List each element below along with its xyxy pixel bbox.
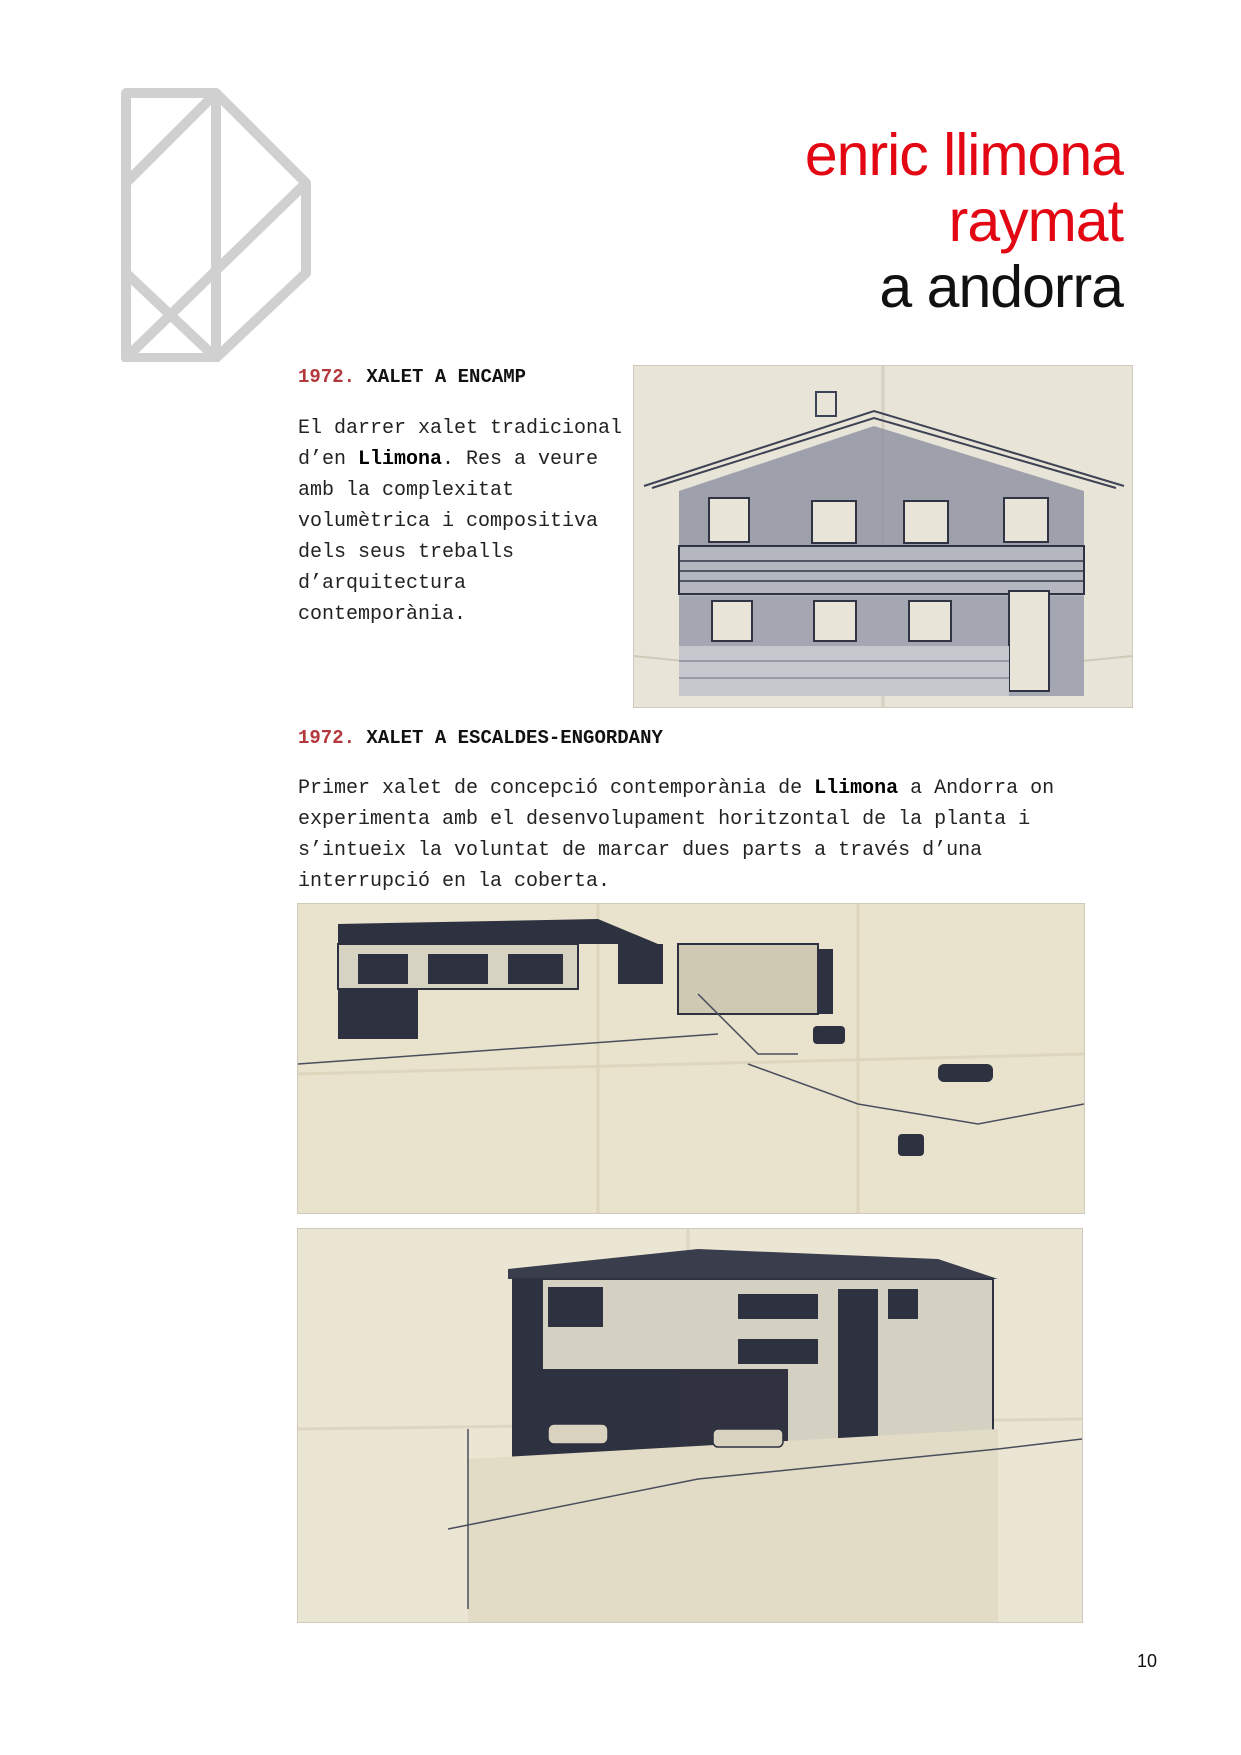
chalet-escaldes-facade-photo — [297, 1228, 1083, 1623]
section2-title: XALET A ESCALDES-ENGORDANY — [366, 727, 663, 749]
section2-body-name: Llimona — [814, 777, 899, 800]
section1-body-name: Llimona — [358, 448, 443, 471]
section2-body — [298, 773, 1082, 897]
chalet-encamp-photo — [633, 365, 1133, 708]
section1-body-text: El darrer xalet tradicional d’en — [298, 417, 623, 471]
title-line-1: enric llimona — [804, 122, 1123, 188]
section1-heading — [298, 366, 526, 388]
section1-title: XALET A ENCAMP — [366, 366, 527, 388]
section2-year: 1972. — [298, 727, 356, 749]
page-number: 10 — [1136, 1651, 1157, 1671]
chalet-escaldes-elevation-photo — [297, 903, 1085, 1214]
logo — [121, 88, 311, 362]
title-line-2: raymat — [948, 188, 1123, 254]
section1-body — [298, 413, 624, 630]
section1-year: 1972. — [298, 366, 356, 388]
page-title — [805, 122, 1123, 320]
section2-body-text-end: a Andorra on experimenta amb el desenvolupament horitzontal de la planta i s’intueix la voluntat de marcar dues parts a través d’una interrupció en la coberta. — [298, 777, 1055, 893]
section1-body-text-end: . Res a veure amb la complexitat volumètrica i compositiva dels seus treballs d’arquitectura contemporània. — [298, 448, 599, 626]
section2-heading — [298, 727, 663, 749]
title-line-3: a andorra — [879, 254, 1123, 320]
section2-body-text: Primer xalet de concepció contemporània de — [298, 777, 815, 800]
